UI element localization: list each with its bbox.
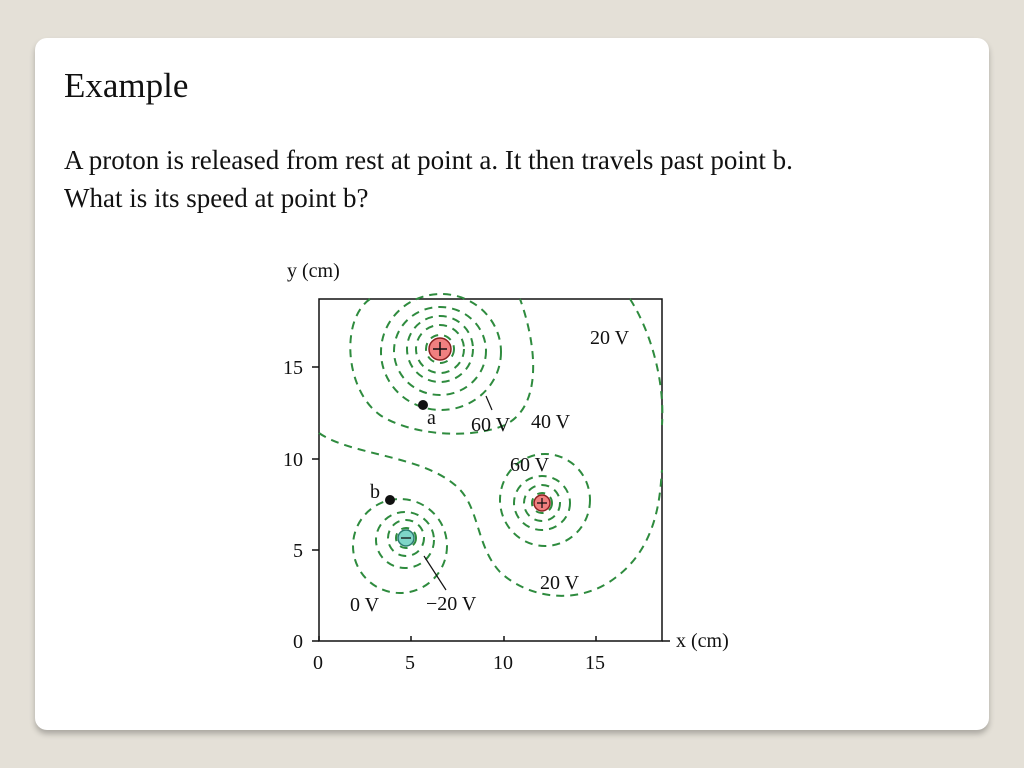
y-tick-label: 10 [283, 449, 303, 471]
point-a-label: a [427, 407, 436, 429]
contour-label: −20 V [426, 593, 477, 615]
contour-label: 0 V [350, 594, 380, 616]
contour-label: 40 V [531, 411, 571, 433]
y-tick-label: 5 [293, 540, 303, 562]
contour-label: 20 V [590, 327, 630, 349]
point-b-label: b [370, 481, 380, 503]
negative-charge [398, 530, 414, 546]
x-tick-label: 10 [493, 652, 513, 674]
contour-label: 60 V [510, 454, 550, 476]
slide-title: Example [64, 66, 189, 105]
contour-label: 20 V [540, 572, 580, 594]
positive-charge-top [429, 338, 451, 360]
question-line-2: What is its speed at point b? [64, 183, 369, 213]
positive-charge-middle [534, 495, 550, 511]
x-tick-label: 5 [405, 652, 415, 674]
y-tick-label: 15 [283, 357, 303, 379]
x-tick-label: 15 [585, 652, 605, 674]
y-axis-label: y (cm) [287, 260, 340, 282]
plot-frame [319, 299, 662, 641]
leader-line-60v [486, 396, 492, 410]
contour-label: 60 V [471, 414, 511, 436]
question-line-1: A proton is released from rest at point a. It then travels past point b. [64, 145, 793, 175]
point-b [385, 495, 395, 505]
y-tick-label: 0 [293, 631, 303, 653]
x-axis-label: x (cm) [676, 630, 729, 652]
x-tick-label: 0 [313, 652, 323, 674]
